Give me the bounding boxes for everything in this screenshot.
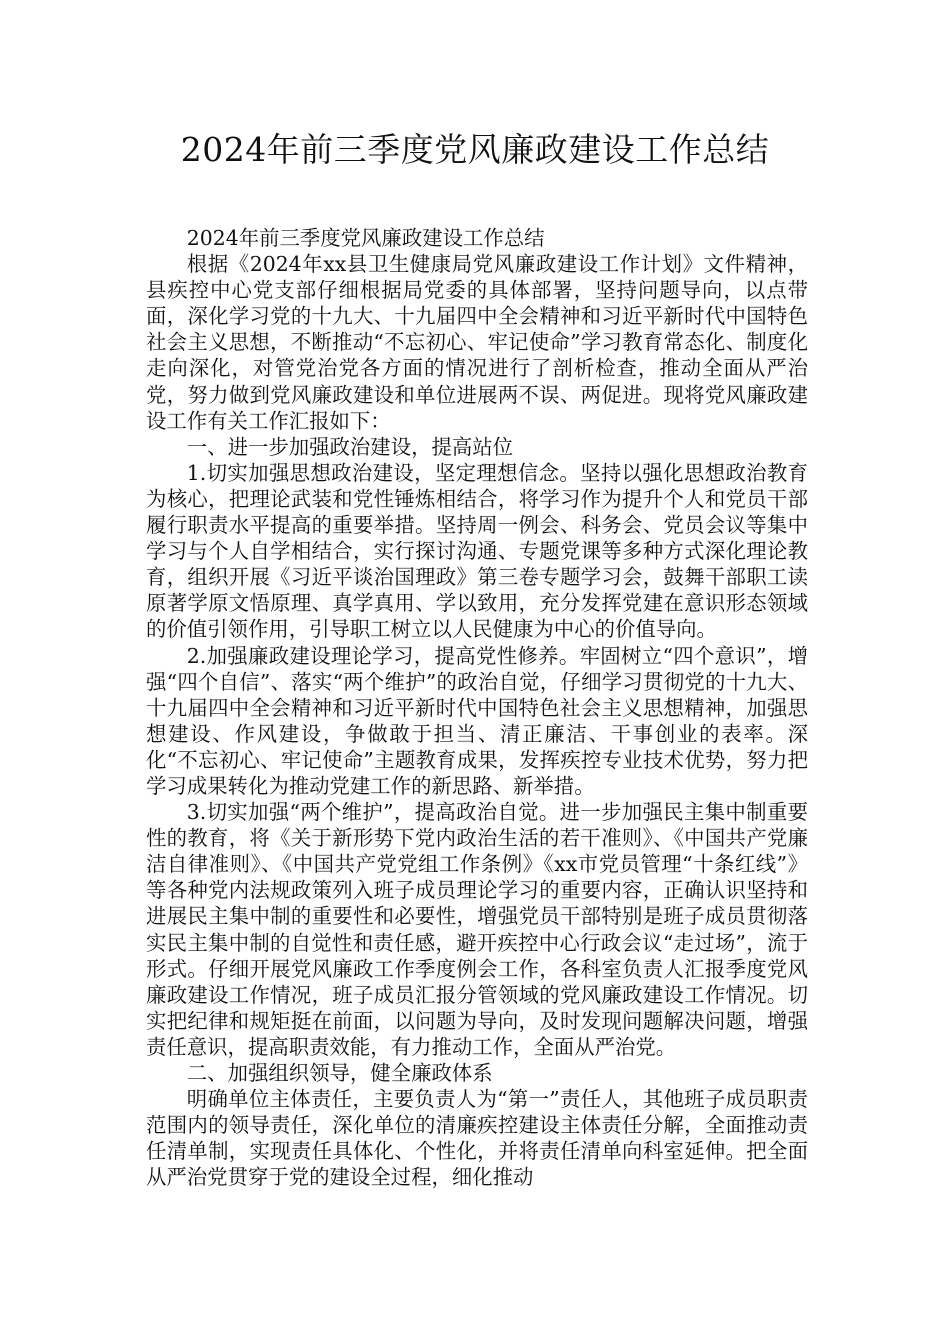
section-heading-1: 一、进一步加强政治建设，提高站位 — [186, 434, 514, 459]
section-heading-2: 二、加强组织领导，健全廉政体系 — [186, 1061, 493, 1085]
section-1-item-2: 2.加强廉政建设理论学习，提高党性修养。牢固树立“四个意识”，增强“四个自信”、落实“两个维护”的政治自觉，仔细学习贯彻党的十九大、十九届四中全会精神和习近平新时代中国特色社会主义思想精神，加强思想建设、作风建设，争做敢于担当、清正廉洁、干事创业的表率。深化“不忘初心、牢记使命”主题教育成果，发挥疾控专业技术优势，努力把学习成果转化为推动党建工作的新思路、新举措。 — [146, 643, 808, 798]
section-1-item-3: 3.切实加强“两个维护”，提高政治自觉。进一步加强民主集中制重要性的教育，将《关于新形势下党内政治生活的若干准则》、《中国共产党廉洁自律准则》、《中国共产党党组工作条例》《xx市党员管理“十条红线”》等各种党内法规政策列入班子成员理论学习的重要内容，正确认识坚持和进展民主集中制的重要性和必要性，增强党员干部特别是班子成员贯彻落实民主集中制的自觉性和责任感，避开疾控中心行政会议“走过场”，流于形式。仔细开展党风廉政工作季度例会工作，各科室负责人汇报季度党风廉政建设工作情况，班子成员汇报分管领域的党风廉政建设工作情况。切实把纪律和规矩挺在前面，以问题为导向，及时发现问题解决问题，增强责任意识，提高职责效能，有力推动工作，全面从严治党。 — [146, 800, 808, 1059]
document-body — [146, 225, 808, 1190]
intro-paragraph: 根据《2024年xx县卫生健康局党风廉政建设工作计划》文件精神，县疾控中心党支部仔细根据局党委的具体部署，坚持问题导向，以点带面，深化学习党的十九大、十九届四中全会精神和习近平新时代中国特色社会主义思想，不断推动“不忘初心、牢记使命”学习教育常态化、制度化走向深化，对管党治党各方面的情况进行了剖析检查，推动全面从严治党，努力做到党风廉政建设和单位进展两不误、两促进。现将党风廉政建设工作有关工作汇报如下： — [146, 252, 808, 433]
body-subtitle-paragraph: 2024年前三季度党风廉政建设工作总结 — [186, 226, 545, 250]
document-title: 2024年前三季度党风廉政建设工作总结 — [180, 130, 770, 169]
section-2-paragraph: 明确单位主体责任，主要负责人为“第一”责任人，其他班子成员职责范围内的领导责任，深化单位的清廉疾控建设主体责任分解，全面推动责任清单制，实现责任具体化、个性化，并将责任清单向科室延伸。把全面从严治党贯穿于党的建设全过程，细化推动 — [146, 1087, 808, 1190]
section-1-item-1: 1.切实加强思想政治建设，坚定理想信念。坚持以强化思想政治教育为核心，把理论武装和党性锤炼相结合，将学习作为提升个人和党员干部履行职责水平提高的重要举措。坚持周一例会、科务会、党员会议等集中学习与个人自学相结合，实行探讨沟通、专题党课等多种方式深化理论教育，组织开展《习近平谈治国理政》第三卷专题学习会，鼓舞干部职工读原著学原文悟原理、真学真用、学以致用，充分发挥党建在意识形态领域的价值引领作用，引导职工树立以人民健康为中心的价值导向。 — [146, 460, 808, 642]
